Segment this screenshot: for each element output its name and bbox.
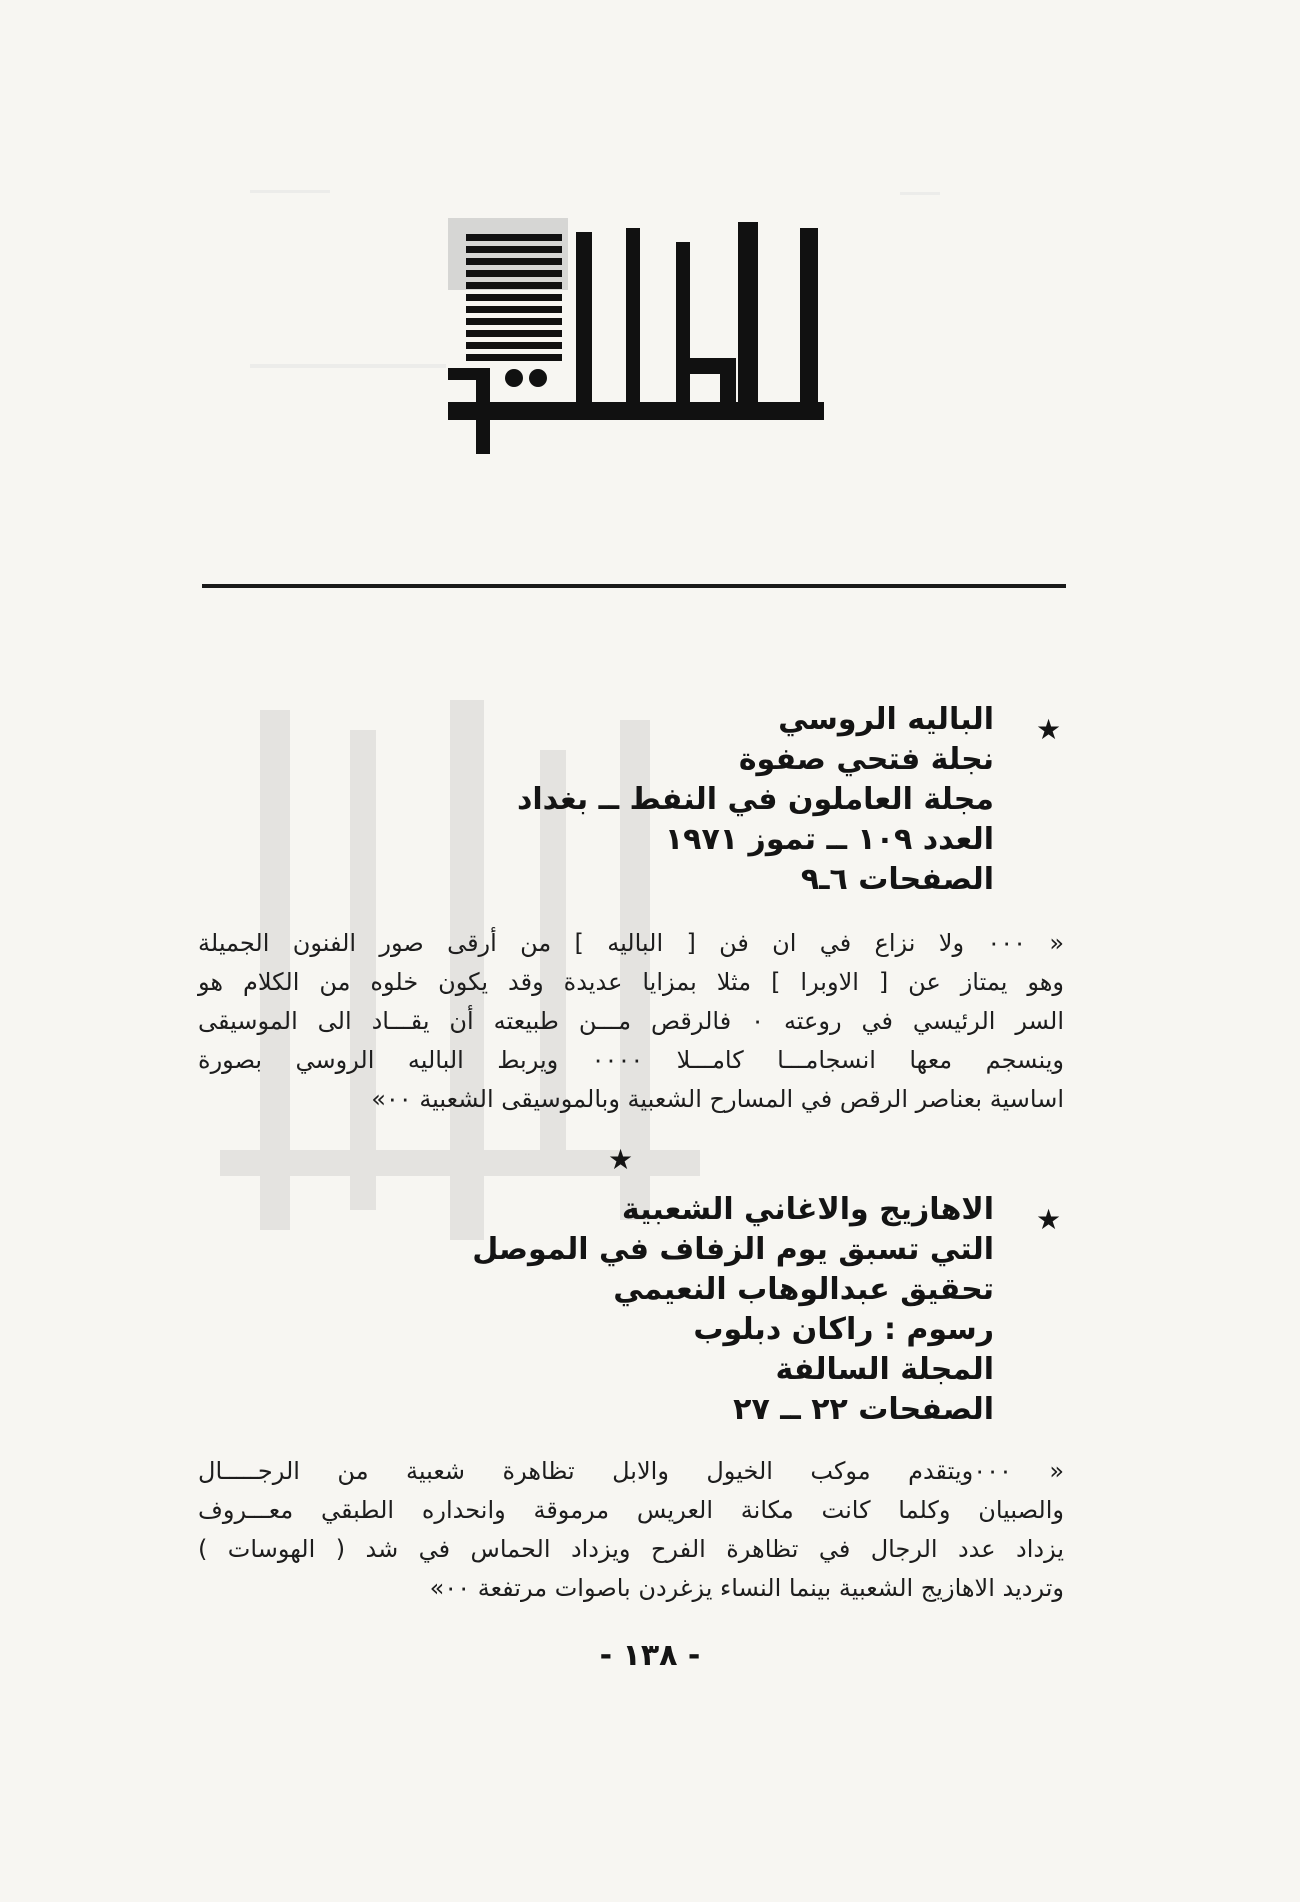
excerpt-line: وترديد الاهازيج الشعبية بينما النساء يزغردن باصوات مرتفعة ٠٠» [429,1574,1064,1602]
entry-2-subtitle: التي تسبق يوم الزفاف في الموصل [472,1232,994,1267]
entry-2-illustrator: رسوم : راكان دبلوب [693,1312,994,1347]
page-number: - ١٣٨ - [599,1638,701,1673]
excerpt-line: « ٠٠٠ويتقدم موكب الخيول والابل تظاهرة شعبية من الرجـــــال [198,1457,1064,1485]
excerpt-line: وينسجم معها انسجامـــا كامـــلا ٠٠٠٠ ويربط الباليه الروسي بصورة [198,1046,1064,1074]
excerpt-line: وهو يمتاز عن [ الاوبرا ] مثلا بمزايا عديدة وقد يكون خلوه من الكلام هو [198,968,1064,996]
entry-2-excerpt [198,1452,1064,1608]
bullet-star-icon: ★ [1036,1203,1062,1236]
scan-artifact [250,190,330,193]
entry-1-excerpt [198,924,1064,1119]
scan-artifact [250,364,446,368]
entry-2-pages: الصفحات ٢٢ ــ ٢٧ [733,1392,994,1427]
entry-1-author: نجلة فتحي صفوة [738,742,994,777]
excerpt-line: « ٠٠٠ ولا نزاع في ان فن [ الباليه ] من أرقى صور الفنون الجميلة [198,929,1065,957]
scan-artifact [900,192,940,195]
entry-2-title: الاهازيج والاغاني الشعبية [621,1192,994,1227]
header-divider [202,584,1066,588]
entry-1-citation [0,700,1300,900]
entry-1-pages: الصفحات ٦ـ٩ [800,862,994,897]
entry-1-title: الباليه الروسي [778,702,994,737]
excerpt-line: اساسية بعناصر الرقص في المسارح الشعبية وبالموسيقى الشعبية ٠٠» [371,1085,1064,1113]
excerpt-line: والصبيان وكلما كانت مكانة العريس مرموقة وانحداره الطبقي معـــروف [198,1496,1064,1524]
bullet-star-icon: ★ [1036,713,1062,746]
section-logo [448,218,824,454]
excerpt-line: السر الرئيسي في روعته ٠ فالرقص مـــن طبيعته أن يقـــاد الى الموسيقى [198,1007,1064,1035]
entry-2-source: المجلة السالفة [775,1352,994,1387]
entry-1-source: مجلة العاملون في النفط ــ بغداد [516,782,994,817]
excerpt-line: يزداد عدد الرجال في تظاهرة الفرح ويزداد الحماس في شد ( الهوسات ) [198,1535,1064,1563]
entry-1-issue: العدد ١٠٩ ــ تموز ١٩٧١ [664,822,994,857]
entry-2-author: تحقيق عبدالوهاب النعيمي [613,1272,994,1307]
separator-star-icon: ★ [608,1143,634,1176]
entry-2-citation [0,1190,1300,1430]
